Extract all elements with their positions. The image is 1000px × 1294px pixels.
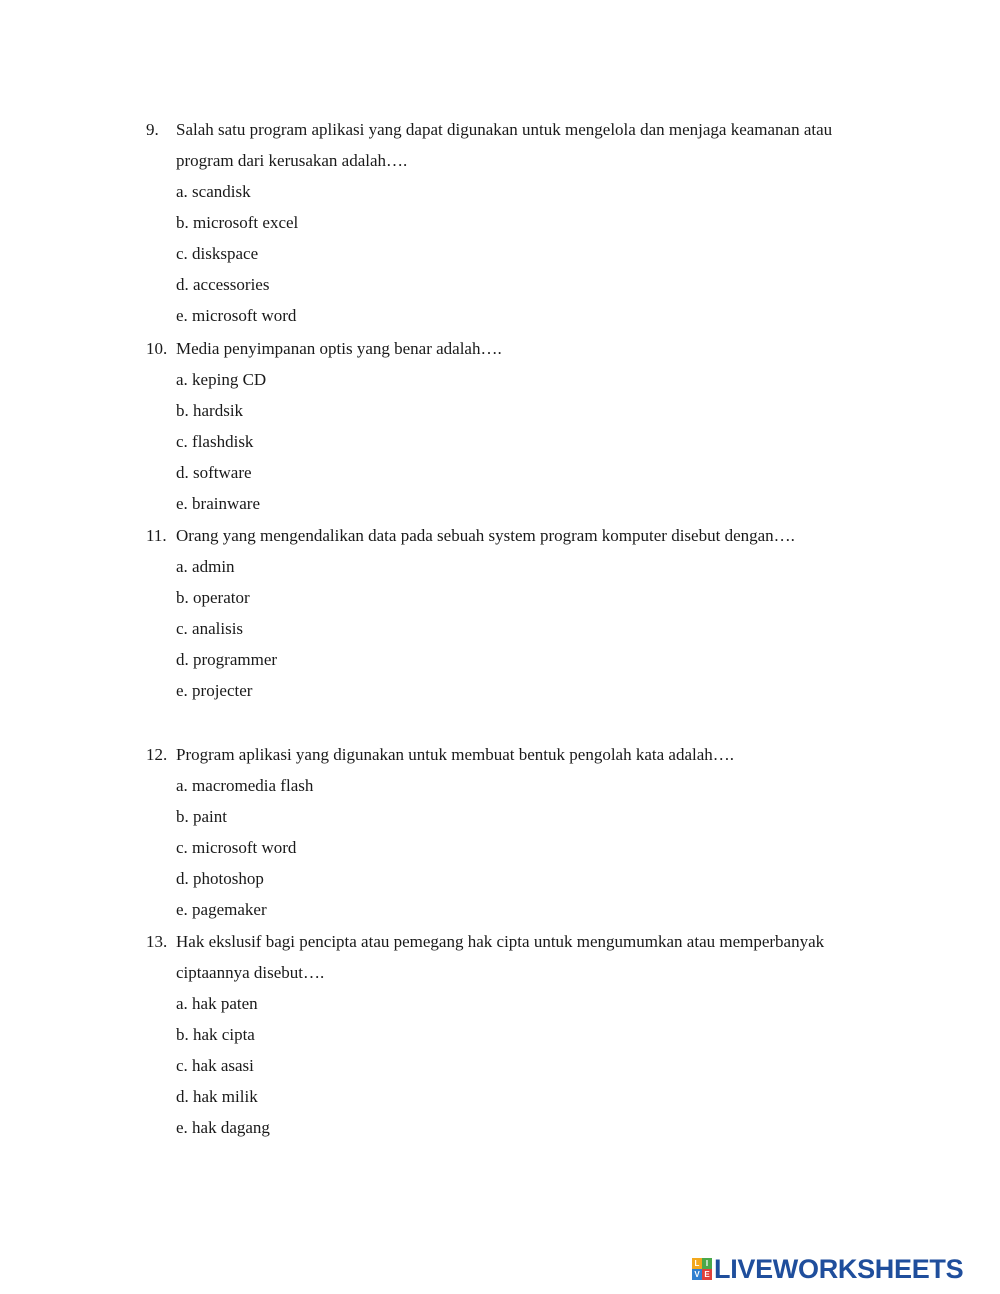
question-text: program dari kerusakan adalah…. bbox=[176, 151, 408, 170]
answer-option[interactable]: c. analisis bbox=[176, 619, 244, 638]
logo-tile: E bbox=[702, 1269, 712, 1280]
liveworksheets-logo-icon bbox=[692, 1258, 712, 1280]
answer-option[interactable]: b. hak cipta bbox=[176, 1025, 255, 1044]
answer-option[interactable]: c. microsoft word bbox=[176, 838, 297, 857]
answer-option[interactable]: d. hak milik bbox=[176, 1087, 258, 1106]
question-number: 10. bbox=[146, 339, 168, 358]
answer-option[interactable]: b. microsoft excel bbox=[176, 213, 299, 232]
liveworksheets-logo bbox=[692, 1256, 963, 1282]
logo-tile: L bbox=[692, 1258, 702, 1269]
answer-option[interactable]: e. projecter bbox=[176, 681, 253, 700]
question-text: Salah satu program aplikasi yang dapat digunakan untuk mengelola dan menjaga keamanan atau bbox=[176, 120, 833, 139]
logo-tile: I bbox=[702, 1258, 712, 1269]
answer-option[interactable]: d. accessories bbox=[176, 275, 270, 294]
question-text: Media penyimpanan optis yang benar adalah…. bbox=[176, 339, 502, 358]
answer-option[interactable]: b. operator bbox=[176, 588, 250, 607]
answer-option[interactable]: a. keping CD bbox=[176, 370, 267, 389]
answer-option[interactable]: c. hak asasi bbox=[176, 1056, 254, 1075]
answer-option[interactable]: c. flashdisk bbox=[176, 432, 254, 451]
answer-option[interactable]: b. paint bbox=[176, 807, 227, 826]
answer-option[interactable]: e. brainware bbox=[176, 494, 261, 513]
question-text: Orang yang mengendalikan data pada sebuah system program komputer disebut dengan…. bbox=[176, 526, 795, 545]
answer-option[interactable]: e. pagemaker bbox=[176, 900, 267, 919]
question-number: 13. bbox=[146, 932, 168, 951]
answer-option[interactable]: d. software bbox=[176, 463, 252, 482]
answer-option[interactable]: e. microsoft word bbox=[176, 306, 297, 325]
question-number: 11. bbox=[146, 526, 167, 545]
answer-option[interactable]: a. scandisk bbox=[176, 182, 251, 201]
question-number: 9. bbox=[146, 120, 159, 139]
logo-tile: V bbox=[692, 1269, 702, 1280]
answer-option[interactable]: d. photoshop bbox=[176, 869, 264, 888]
question-text: Program aplikasi yang digunakan untuk membuat bentuk pengolah kata adalah…. bbox=[176, 745, 735, 764]
answer-option[interactable]: a. hak paten bbox=[176, 994, 258, 1013]
answer-option[interactable]: a. admin bbox=[176, 557, 235, 576]
question-number: 12. bbox=[146, 745, 168, 764]
question-text: Hak ekslusif bagi pencipta atau pemegang hak cipta untuk mengumumkan atau memperbanyak bbox=[176, 932, 825, 951]
logo-text: LIVEWORKSHEETS bbox=[714, 1254, 964, 1284]
question-text: ciptaannya disebut…. bbox=[176, 963, 325, 982]
answer-option[interactable]: b. hardsik bbox=[176, 401, 244, 420]
answer-option[interactable]: a. macromedia flash bbox=[176, 776, 314, 795]
answer-option[interactable]: e. hak dagang bbox=[176, 1118, 270, 1137]
answer-option[interactable]: d. programmer bbox=[176, 650, 278, 669]
answer-option[interactable]: c. diskspace bbox=[176, 244, 259, 263]
